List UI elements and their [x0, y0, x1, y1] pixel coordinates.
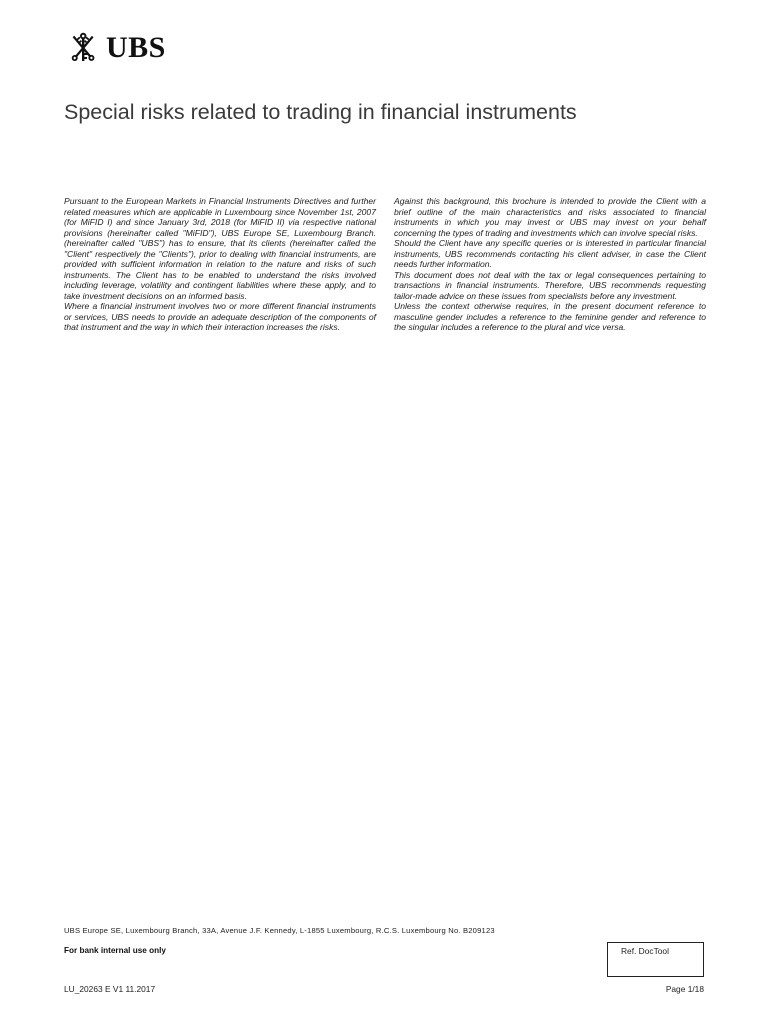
ref-doctool-box [607, 942, 704, 977]
document-title: Special risks related to trading in financial instruments [64, 100, 577, 124]
left-paragraph-2: Where a financial instrument involves two or more different financial instruments or services, UBS needs to provide an adequate description of the components of that instrument and the way in which their interaction increases the risks. [64, 301, 376, 332]
right-paragraph-2: Should the Client have any specific queries or is interested in particular financial instruments, UBS recommends contacting his client adviser, in case the Client needs further information. [394, 238, 706, 269]
ref-doctool-label: Ref. DocTool [621, 946, 669, 956]
ubs-keys-icon [63, 31, 103, 65]
intro-right-column [394, 196, 706, 333]
intro-left-column [64, 196, 376, 333]
ubs-logo [63, 30, 166, 66]
logo-wordmark: UBS [106, 31, 166, 64]
right-paragraph-1: Against this background, this brochure is intended to provide the Client with a brief outline of the main characteristics and risks associated to financial instruments in which you may invest or UBS may invest on your behalf concerning the types of trading and investments which can involve special risks. [394, 196, 706, 238]
right-paragraph-3: This document does not deal with the tax or legal consequences pertaining to transactions in financial instruments. Therefore, UBS recommends requesting tailor-made advice on these issues from specialists before any investment. [394, 269, 706, 301]
internal-use-label: For bank internal use only [64, 946, 166, 955]
footer-address: UBS Europe SE, Luxembourg Branch, 33A, Avenue J.F. Kennedy, L-1855 Luxembourg, R.C.S. Luxembourg No. B209123 [64, 926, 495, 935]
right-paragraph-4: Unless the context otherwise requires, in the present document reference to masculine gender includes a reference to the feminine gender and reference to the singular includes a reference to the plural and vice versa. [394, 301, 706, 332]
page-number: Page 1/18 [665, 984, 704, 994]
document-reference: LU_20263 E V1 11.2017 [64, 984, 156, 994]
left-paragraph-1: Pursuant to the European Markets in Financial Instruments Directives and further related measures which are applicable in Luxembourg since November 1st, 2007 (for MiFID I) and since January 3rd, 2018 (for MiFID II) via respective national provisions (hereinafter called "MiFID"), UBS Europe SE, Luxembourg Branch. (hereinafter called "UBS") has to ensure, that its clients (hereinafter called the "Client" respectively the "Clients"), prior to dealing with financial instruments, are provided with sufficient information in relation to the nature and risks of such instruments. The Client has to be enabled to understand the risks involved including leverage, volatility and contingent liabilities where these apply, and to take investment decisions on an informed basis. [64, 196, 376, 301]
